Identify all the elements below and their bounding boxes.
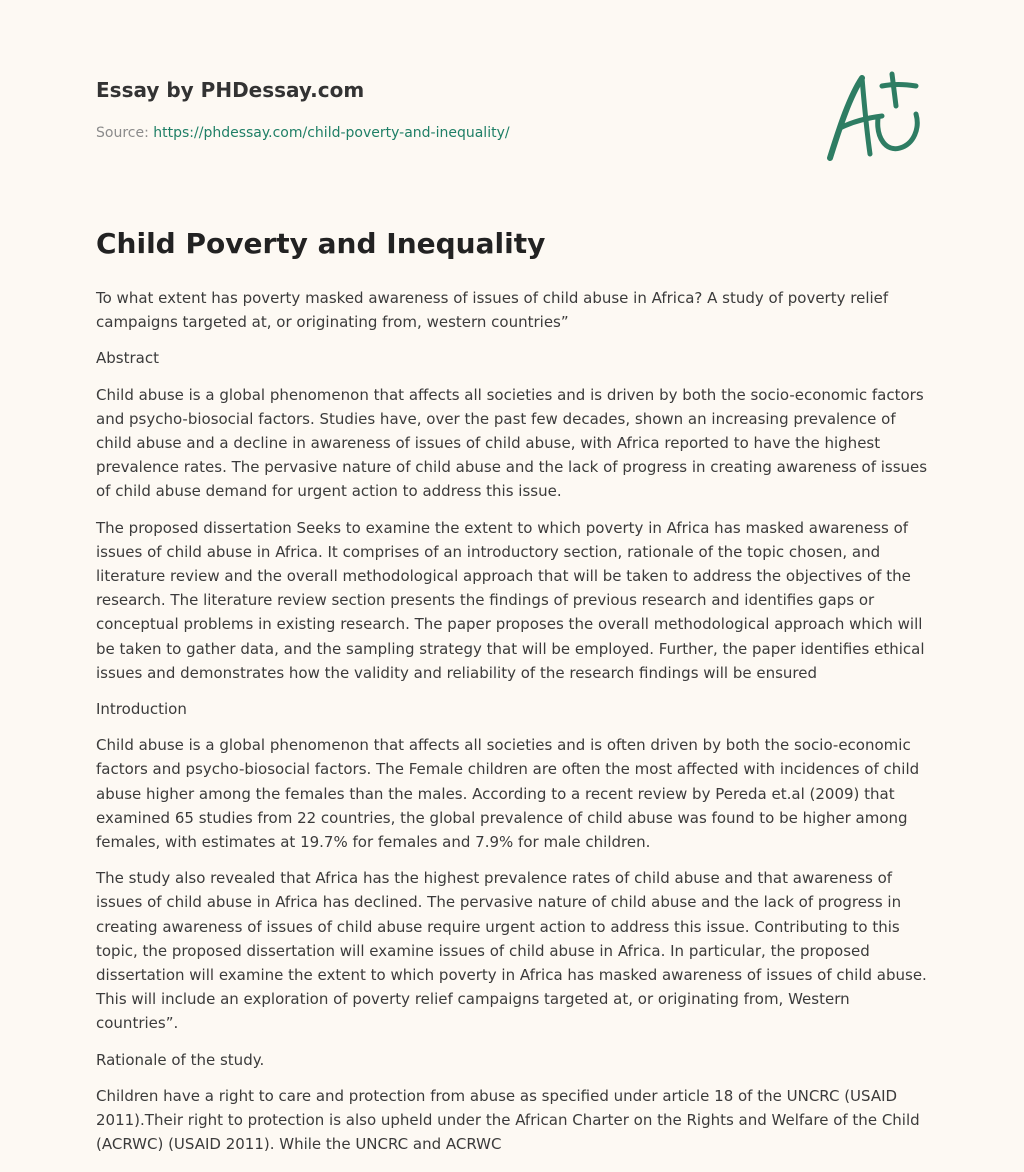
source-line	[96, 123, 776, 143]
introduction-paragraph: Child abuse is a global phenomenon that affects all societies and is often driven by both the socio-economic factors and psycho-biosocial factors. The Female children are often the most affected with incidences of child abuse higher among the females than the males. According to a recent review by Pereda et.al (2009) that examined 65 studies from 22 countries, the global prevalence of child abuse was found to be higher among females, with estimates at 19.7% for females and 7.9% for male children.	[96, 736, 920, 852]
essay-title: Child Poverty and Inequality	[96, 227, 546, 260]
site-title: Essay by PHDessay.com	[96, 78, 365, 102]
source-link[interactable]: https://phdessay.com/child-poverty-and-inequality/	[153, 125, 510, 141]
study-paragraph: The study also revealed that Africa has the highest prevalence rates of child abuse and that awareness of issues of child abuse in Africa has declined. The pervasive nature of child abuse and the lack of progress in creating awareness of issues of child abuse require urgent action to address this issue. Contributing to this topic, the proposed dissertation will examine issues of child abuse in Africa. In particular, the proposed dissertation will examine the extent to which poverty in Africa has masked awareness of issues of child abuse. This will include an exploration of poverty relief campaigns targeted at, or originating from, Western countries”.	[96, 869, 927, 1033]
introduction-heading: Introduction	[96, 700, 187, 719]
page-header	[96, 76, 776, 143]
source-label: Source:	[96, 125, 154, 141]
rationale-paragraph: Children have a right to care and protection from abuse as specified under article 18 of the UNCRC (USAID 2011).Their right to protection is also upheld under the African Charter on the Rights and Welfare of the Child (ACRWC) (USAID 2011). While the UNCRC and ACRWC	[96, 1086, 920, 1154]
question-paragraph: To what extent has poverty masked awareness of issues of child abuse in Africa? A study of poverty relief campaigns targeted at, or originating from, western countries”	[96, 289, 889, 332]
a-plus-logo-icon	[820, 66, 930, 166]
essay-content	[96, 224, 930, 1169]
rationale-heading: Rationale of the study.	[96, 1050, 265, 1069]
dissertation-paragraph: The proposed dissertation Seeks to examine the extent to which poverty in Africa has masked awareness of issues of child abuse in Africa. It comprises of an introductory section, rationale of the topic chosen, and literature review and the overall methodological approach that will be taken to address the objectives of the research. The literature review section presents the findings of previous research and identifies gaps or conceptual problems in existing research. The paper proposes the overall methodological approach which will be taken to gather data, and the sampling strategy that will be employed. Further, the paper identifies ethical issues and demonstrates how the validity and reliability of the research findings will be ensured	[96, 518, 925, 682]
abstract-paragraph: Child abuse is a global phenomenon that affects all societies and is driven by both the socio-economic factors and psycho-biosocial factors. Studies have, over the past few decades, shown an increasing prevalence of child abuse and a decline in awareness of issues of child abuse, with Africa reported to have the highest prevalence rates. The pervasive nature of child abuse and the lack of progress in creating awareness of issues of child abuse demand for urgent action to address this issue.	[96, 385, 928, 501]
abstract-heading: Abstract	[96, 349, 159, 368]
